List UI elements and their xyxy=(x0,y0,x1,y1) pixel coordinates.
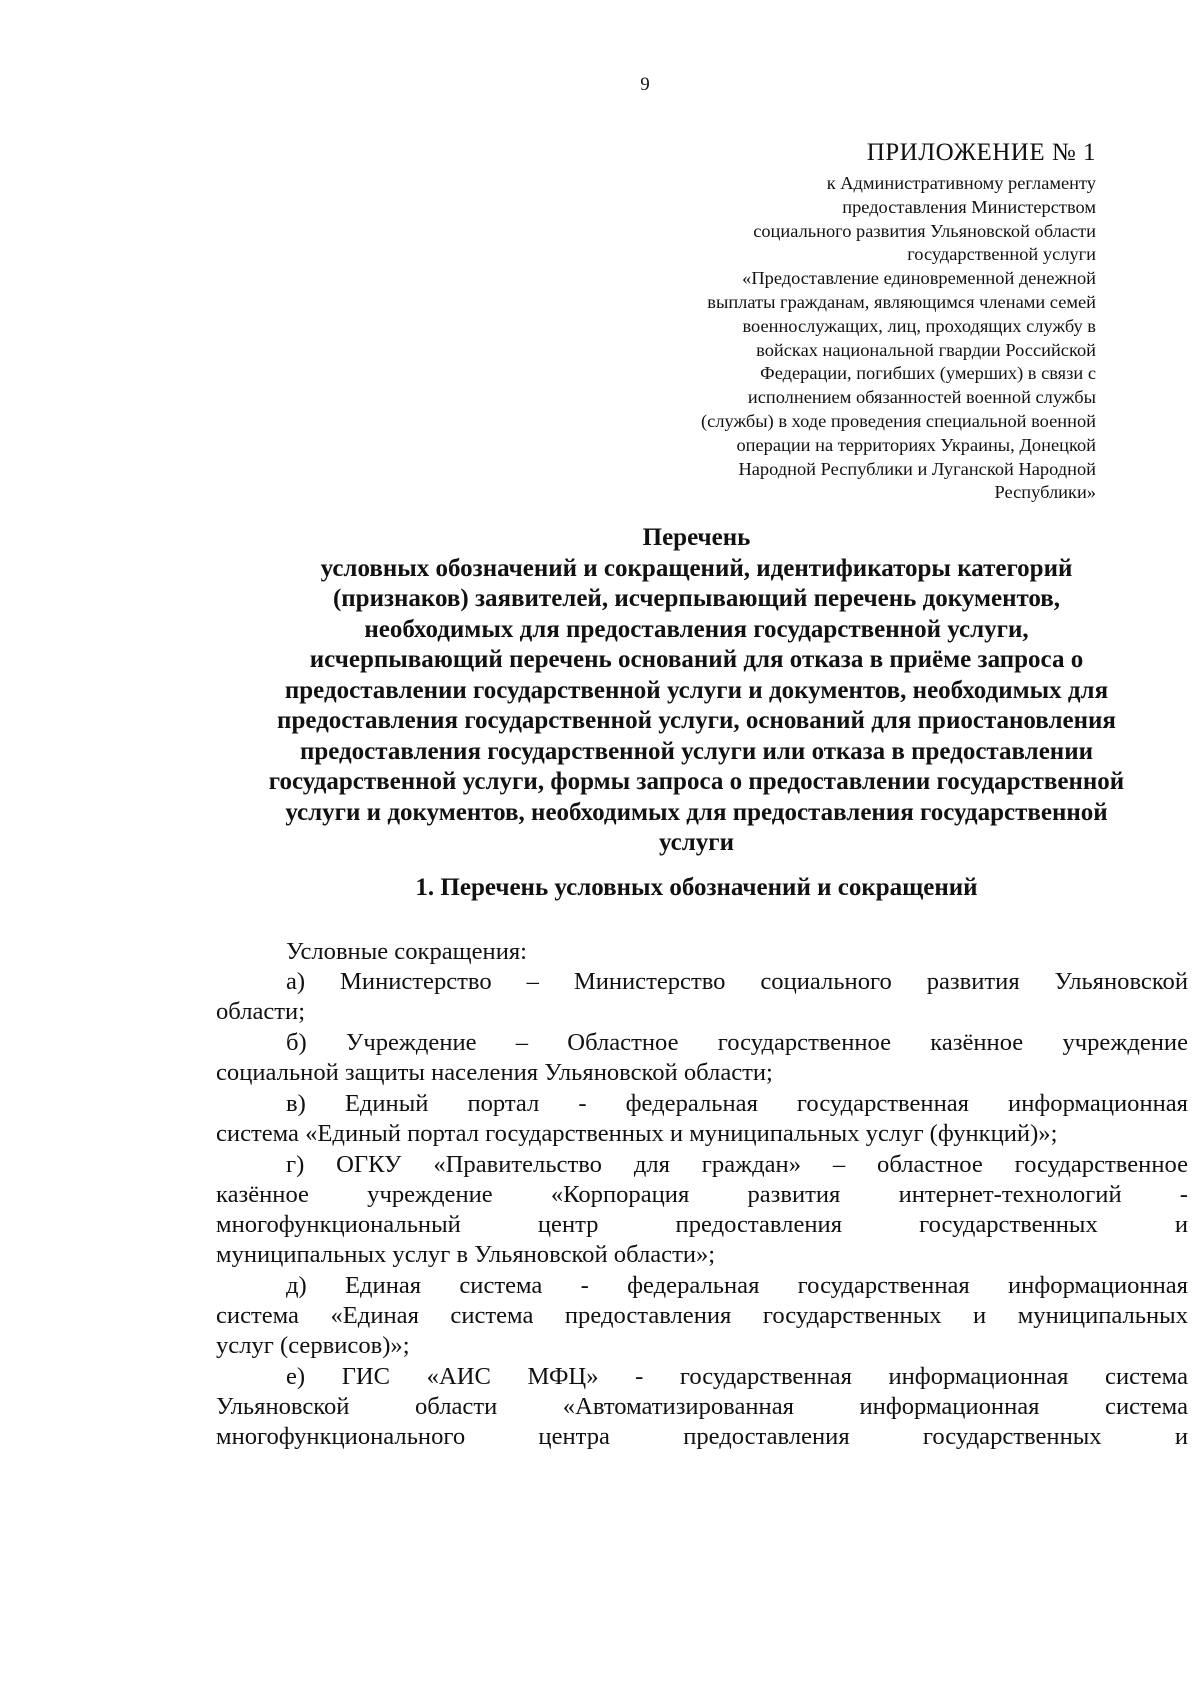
item-line: многофункциональный центр предоставления государственных и xyxy=(216,1211,1188,1238)
title-line: условных обозначений и сокращений, идентификаторы категорий xyxy=(320,554,1073,582)
appendix-line: исполнением обязанностей военной службы xyxy=(747,387,1096,408)
title-line: услуги xyxy=(658,829,735,856)
appendix-block xyxy=(536,138,1096,505)
appendix-line: государственной услуги xyxy=(907,244,1096,265)
list-item xyxy=(216,1271,1188,1361)
title-line: исчерпывающий перечень оснований для отказа в приёме запроса о xyxy=(309,646,1084,673)
item-first-line: в) Единый портал - федеральная государственная информационная xyxy=(286,1090,1188,1117)
appendix-line: Республики» xyxy=(994,482,1096,503)
page-number: 9 xyxy=(640,74,650,95)
appendix-line: войсках национальной гвардии Российской xyxy=(756,339,1096,360)
item-first-line: а) Министерство – Министерство социального развития Ульяновской xyxy=(286,968,1188,995)
item-first-line: г) ОГКУ «Правительство для граждан» – областное государственное xyxy=(286,1151,1188,1178)
section-body xyxy=(216,937,1188,1452)
appendix-line: «Предоставление единовременной денежной xyxy=(742,268,1096,289)
list-item xyxy=(216,1028,1188,1088)
document-title xyxy=(195,523,1198,859)
item-line: Ульяновской области «Автоматизированная информационная система xyxy=(216,1393,1188,1420)
item-first-line: б) Учреждение – Областное государственное казённое учреждение xyxy=(286,1029,1188,1056)
item-line: казённое учреждение «Корпорация развития интернет-технологий - xyxy=(216,1181,1188,1208)
list-item xyxy=(216,1150,1188,1270)
item-first-line: е) ГИС «АИС МФЦ» - государственная информационная система xyxy=(286,1363,1188,1390)
item-first-line: д) Единая система - федеральная государственная информационная xyxy=(286,1272,1188,1299)
title-line: Перечень xyxy=(642,524,751,551)
list-item xyxy=(216,1362,1188,1452)
title-line: услуги и документов, необходимых для предоставления государственной xyxy=(285,798,1108,826)
item-line: система «Единая система предоставления государственных и муниципальных xyxy=(216,1302,1188,1329)
appendix-line: социального развития Ульяновской области xyxy=(753,220,1096,241)
appendix-line: к Административному регламенту xyxy=(826,173,1096,193)
title-line: государственной услуги, формы запроса о предоставлении государственной xyxy=(268,768,1125,795)
appendix-title: ПРИЛОЖЕНИЕ № 1 xyxy=(866,139,1096,166)
appendix-line: предоставления Министерством xyxy=(842,196,1096,217)
item-line: социальной защиты населения Ульяновской области; xyxy=(216,1059,773,1086)
appendix-line: Федерации, погибших (умерших) в связи с xyxy=(760,363,1096,384)
appendix-line: операции на территориях Украины, Донецкой xyxy=(736,434,1096,455)
list-item xyxy=(216,1089,1188,1149)
item-line: области; xyxy=(216,998,306,1025)
section-heading: 1. Перечень условных обозначений и сокращений xyxy=(415,874,978,901)
title-line: предоставления государственной услуги, оснований для приостановления xyxy=(277,707,1116,734)
appendix-line: выплаты гражданам, являющимся членами семей xyxy=(707,291,1096,312)
list-item xyxy=(216,967,1188,1027)
item-line: многофункционального центра предоставления государственных и xyxy=(216,1423,1188,1450)
item-line: муниципальных услуг в Ульяновской области»; xyxy=(216,1241,716,1268)
title-line: необходимых для предоставления государственной услуги, xyxy=(364,615,1029,643)
item-line: услуг (сервисов)»; xyxy=(216,1332,410,1359)
section-intro: Условные сокращения: xyxy=(286,938,528,965)
title-line: (признаков) заявителей, исчерпывающий перечень документов, xyxy=(332,585,1061,612)
appendix-line: (службы) в ходе проведения специальной военной xyxy=(701,410,1096,431)
title-line: предоставлении государственной услуги и документов, необходимых для xyxy=(284,676,1109,704)
appendix-line: Народной Республики и Луганской Народной xyxy=(738,458,1096,479)
item-line: система «Единый портал государственных и муниципальных услуг (функций)»; xyxy=(216,1120,1058,1147)
appendix-line: военнослужащих, лиц, проходящих службу в xyxy=(742,315,1096,336)
title-line: предоставления государственной услуги или отказа в предоставлении xyxy=(299,737,1094,765)
